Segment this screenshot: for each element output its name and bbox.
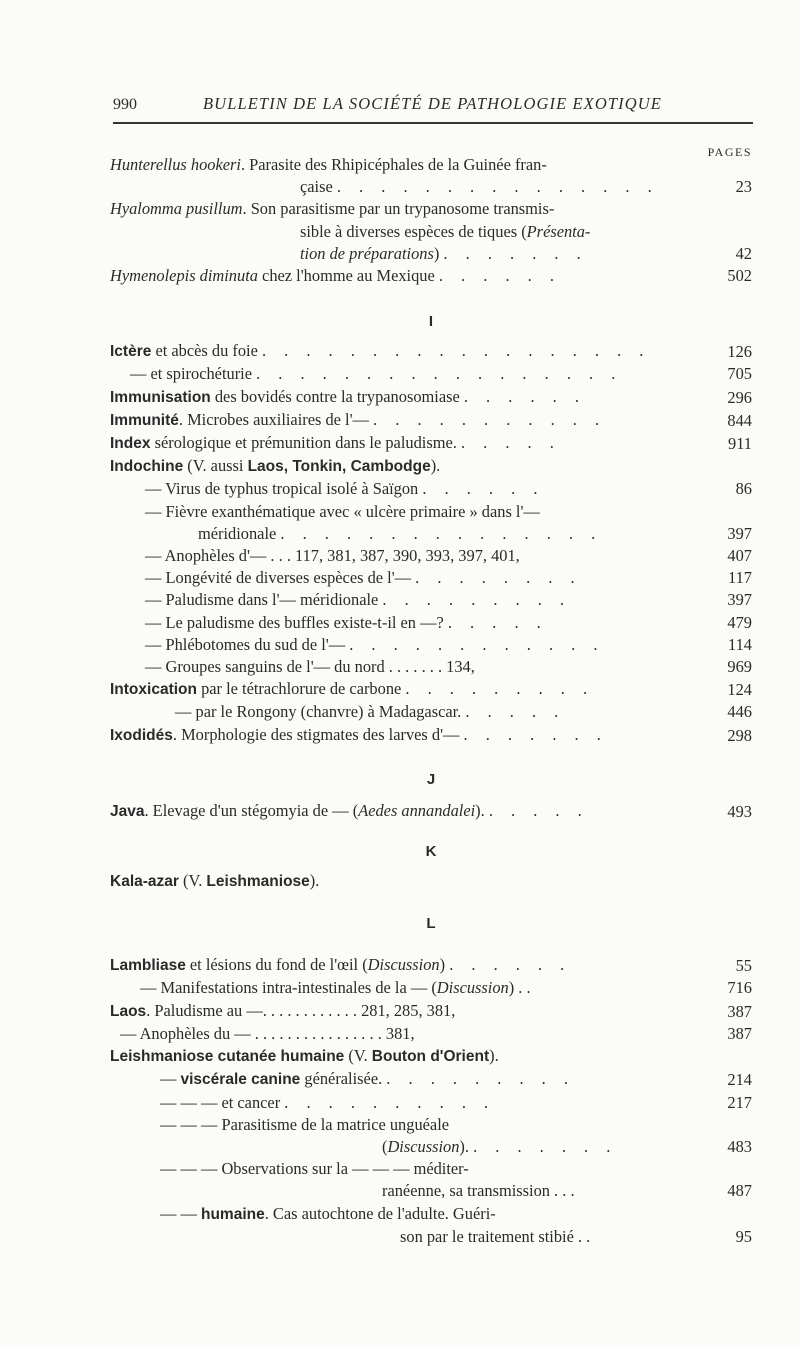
dot-leader: . . . . . . . . . . . . . . .: [336, 177, 659, 197]
entry-keyword: Immunité: [110, 411, 179, 429]
page-reference: 23: [735, 177, 752, 197]
page-reference: 217: [727, 1092, 752, 1112]
dot-leader: . . . . . . . . .: [382, 590, 572, 610]
index-entry: [110, 612, 752, 634]
page-reference: 397: [727, 590, 752, 610]
entry-text: [110, 1092, 752, 1114]
entry-segment: — —: [160, 1203, 201, 1223]
entry-segment: ): [439, 955, 450, 975]
index-entry: [110, 176, 752, 198]
index-entry: [110, 1045, 752, 1068]
entry-segment: Hunterellus hookeri: [110, 155, 241, 174]
entry-text: [110, 1136, 752, 1158]
page-reference: 86: [735, 479, 752, 499]
entry-text: [110, 221, 752, 243]
dot-leader: . . . . . . . . .: [386, 1069, 575, 1089]
entry-text: [110, 724, 752, 747]
entry-segment: — — —: [160, 1159, 222, 1179]
page-reference: 479: [727, 612, 752, 632]
entry-text: [110, 265, 752, 287]
entry-text: [110, 478, 752, 500]
page-reference: 387: [727, 1023, 752, 1043]
entry-text: [110, 870, 752, 893]
entry-segment: Hyalomma pusillum: [110, 199, 243, 219]
dot-leader: . . . . . . . . .: [405, 679, 595, 699]
entry-keyword: humaine: [200, 1205, 265, 1223]
entry-keyword: Java: [110, 802, 145, 820]
entry-segment: Aedes annandalei: [358, 800, 476, 820]
entry-text: [110, 1000, 752, 1023]
entry-segment: Discussion: [387, 1136, 460, 1156]
entry-segment: ).: [430, 456, 441, 476]
page-reference: 483: [727, 1136, 752, 1156]
index-entry: [110, 656, 752, 678]
index-entry: [110, 478, 752, 500]
index-entry: [110, 1114, 752, 1136]
index-entry: [110, 154, 752, 176]
dot-leader: . . . . . . . . . . . . . . .: [280, 523, 603, 543]
index-entry: [110, 386, 752, 409]
entry-segment: —: [145, 612, 166, 632]
entry-keyword: viscérale canine: [180, 1071, 301, 1089]
entry-keyword: Indochine: [110, 458, 184, 476]
page-reference: 126: [727, 342, 752, 362]
entry-text: [110, 1180, 752, 1202]
index-entry: [110, 363, 752, 385]
page-reference: 487: [727, 1181, 752, 1201]
section-letter: L: [426, 915, 436, 933]
dot-leader: . . . . . . . . . . . . . . . . . .: [261, 341, 651, 361]
entry-text: [110, 678, 752, 701]
index-entry: [110, 265, 752, 287]
entry-segment: Discussion: [436, 978, 509, 998]
index-entry: [110, 243, 752, 265]
dot-leader: . . . . .: [447, 612, 548, 632]
entry-text: [110, 545, 752, 567]
page-reference: 298: [727, 725, 752, 745]
entry-text: [110, 501, 752, 523]
entry-text: [110, 612, 752, 634]
entry-segment: . Cas autochtone de l'adulte. Guéri-: [264, 1203, 496, 1223]
entry-segment: (: [382, 1136, 388, 1156]
index-entry: [110, 545, 752, 567]
dot-leader: . . . . . . .: [463, 724, 608, 744]
entry-segment: ).: [309, 871, 320, 891]
entry-text: [110, 386, 752, 409]
entry-keyword: Kala-azar: [110, 873, 179, 891]
entry-text: [110, 363, 752, 385]
running-header: [113, 92, 753, 122]
index-entry: [110, 1136, 752, 1158]
entry-segment: Groupes sanguins de l'— du nord . . . . . . . 134,: [165, 657, 475, 677]
entry-keyword: Ixodidés: [110, 726, 173, 744]
index-entry: [110, 870, 752, 893]
entry-segment: —: [145, 568, 166, 588]
entry-segment: tion de préparations: [300, 243, 434, 263]
running-title: BULLETIN DE LA SOCIÉTÉ DE PATHOLOGIE EXOTIQUE: [203, 94, 662, 113]
page-reference: 502: [727, 266, 752, 286]
dot-leader: . . . . . . . . . . . .: [349, 634, 605, 654]
entry-segment: —: [145, 634, 166, 654]
page-reference: 397: [727, 523, 752, 543]
dot-leader: . . . . . . .: [473, 1136, 618, 1156]
entry-text: [110, 1203, 752, 1226]
entry-keyword: Ictère: [110, 343, 152, 361]
entry-segment: ).: [475, 800, 489, 820]
entry-text: [110, 198, 752, 220]
entry-keyword: Leishmaniose: [206, 873, 310, 891]
dot-leader: . . . . . . . . . . . . . . . . .: [256, 364, 623, 384]
entry-keyword: Leishmaniose cutanée humaine: [110, 1048, 345, 1066]
entry-segment: Anophèles du — . . . . . . . . . . . . . . . . 381,: [139, 1023, 415, 1043]
entry-keyword: Lambliase: [110, 957, 186, 975]
index-entry: [110, 701, 752, 723]
dot-leader: . . . . . .: [438, 266, 561, 286]
pages-column-label: PAGES: [707, 145, 752, 159]
entry-segment: Discussion: [367, 955, 440, 975]
entry-segment: Virus de typhus tropical isolé à Saïgon: [165, 479, 423, 499]
index-entry: [110, 1092, 752, 1114]
entry-segment: —: [145, 546, 165, 566]
entry-keyword: Intoxication: [110, 681, 197, 699]
entry-segment: des bovidés contre la trypanosomiase: [210, 386, 464, 406]
page-reference: 716: [727, 978, 752, 998]
page-reference: 387: [727, 1001, 752, 1021]
index-entry: [110, 409, 752, 432]
section-letter: K: [425, 843, 437, 861]
entry-text: [110, 154, 752, 176]
page-reference: 446: [727, 702, 752, 722]
entry-segment: Anophèles d'— . . . 117, 381, 387, 390, 393, 397, 401,: [164, 546, 520, 566]
index-entry: [110, 1068, 752, 1091]
index-entries: [110, 154, 752, 1248]
dot-leader: . . . . . . .: [443, 243, 588, 263]
dot-leader: . . . . .: [465, 702, 566, 722]
entry-segment: Présenta-: [526, 221, 591, 241]
index-entry: [110, 678, 752, 701]
page-reference: 214: [727, 1070, 752, 1090]
page-reference: 493: [727, 801, 752, 821]
entry-text: [110, 1226, 752, 1248]
entry-text: [110, 634, 752, 656]
dot-leader: . . . . .: [460, 433, 561, 453]
header-rule: [113, 122, 753, 124]
entry-segment: Fièvre exanthématique avec « ulcère primaire » dans l'—: [165, 501, 540, 521]
dot-leader: . . . . . . . . . .: [284, 1092, 496, 1112]
entry-segment: —: [145, 479, 166, 499]
entry-text: [110, 1023, 752, 1045]
entry-segment: généralisée.: [300, 1069, 387, 1089]
entry-text: [110, 656, 752, 678]
entry-segment: ) . .: [508, 978, 531, 998]
index-entry: [110, 1000, 752, 1023]
entry-segment: sible à diverses espèces de tiques (: [300, 221, 527, 241]
entry-text: [110, 954, 752, 977]
entry-segment: — — —: [160, 1114, 222, 1134]
entry-segment: Manifestations intra-intestinales de la — (: [160, 978, 437, 998]
dot-leader: . . . . . .: [449, 955, 572, 975]
page-reference: 844: [727, 410, 752, 430]
entry-keyword: Index: [110, 435, 151, 453]
entry-segment: chez l'homme au Mexique: [257, 266, 439, 286]
index-entry: [110, 1158, 752, 1180]
dot-leader: . . . . . .: [422, 479, 545, 499]
index-entry: [110, 589, 752, 611]
entry-text: [110, 701, 752, 723]
index-entry: [110, 800, 752, 823]
entry-segment: —: [175, 702, 196, 722]
entry-text: [110, 523, 752, 545]
index-entry: [110, 724, 752, 747]
entry-keyword: Laos: [110, 1002, 147, 1020]
entry-segment: —: [140, 978, 161, 998]
entry-text: [110, 567, 752, 589]
page-reference: 705: [727, 364, 752, 384]
entry-text: [110, 1068, 752, 1091]
entry-text: [110, 1114, 752, 1136]
index-entry: [110, 567, 752, 589]
entry-segment: son par le traitement stibié . .: [400, 1226, 591, 1246]
entry-text: [110, 432, 752, 455]
entry-segment: — — —: [160, 1092, 222, 1112]
page-number: 990: [113, 96, 137, 113]
entry-text: [110, 409, 752, 432]
entry-text: [110, 455, 752, 478]
entry-text: [110, 243, 752, 265]
entry-segment: (V.: [344, 1046, 372, 1066]
entry-text: [110, 176, 752, 198]
entry-text: [110, 977, 752, 999]
index-entry: [110, 634, 752, 656]
entry-text: [110, 1158, 752, 1180]
entry-segment: çaise: [300, 177, 337, 197]
entry-segment: et cancer: [221, 1092, 285, 1112]
page-reference: 114: [728, 634, 752, 654]
index-entry: [110, 455, 752, 478]
entry-segment: —: [120, 1023, 140, 1043]
page-reference: 95: [735, 1226, 752, 1246]
index-entry: [110, 1226, 752, 1248]
entry-text: [110, 1045, 752, 1068]
entry-segment: Longévité de diverses espèces de l'—: [165, 568, 416, 588]
index-entry: [110, 432, 752, 455]
entry-segment: —: [145, 590, 166, 610]
entry-segment: Paludisme dans l'— méridionale: [165, 590, 383, 610]
entry-segment: (V.: [178, 871, 207, 891]
index-entry: [110, 977, 752, 999]
section-letter: I: [428, 313, 434, 331]
index-entry: [110, 198, 752, 220]
entry-segment: — et spirochéturie: [130, 364, 257, 384]
dot-leader: . . . . . . . . . . .: [373, 409, 607, 429]
entry-segment: —: [145, 501, 166, 521]
entry-text: [110, 589, 752, 611]
entry-segment: . Son parasitisme par un trypanosome transmis-: [242, 199, 555, 219]
index-entry: [110, 1023, 752, 1045]
index-entry: [110, 1203, 752, 1226]
entry-segment: Hymenolepis diminuta: [110, 266, 258, 286]
dot-leader: . . . . . . . .: [415, 568, 582, 588]
page-reference: 117: [728, 568, 752, 588]
entry-segment: —: [160, 1069, 181, 1089]
entry-segment: ).: [459, 1136, 474, 1156]
page-reference: 42: [735, 243, 752, 263]
index-entry: [110, 1180, 752, 1202]
entry-segment: Observations sur la — — — méditer-: [221, 1159, 469, 1179]
entry-segment: par le Rongony (chanvre) à Madagascar.: [195, 702, 466, 722]
index-entry: [110, 501, 752, 523]
index-entry: [110, 523, 752, 545]
page-reference: 124: [727, 680, 752, 700]
entry-segment: . Elevage d'un stégomyia de — (: [144, 800, 359, 820]
entry-segment: (V. aussi: [183, 456, 248, 476]
entry-segment: par le tétrachlorure de carbone: [196, 679, 406, 699]
page-reference: 296: [727, 387, 752, 407]
entry-segment: et lésions du fond de l'œil (: [185, 955, 368, 975]
page-reference: 407: [727, 546, 752, 566]
entry-segment: Le paludisme des buffles existe-t-il en —?: [165, 612, 448, 632]
entry-segment: . Microbes auxiliaires de l'—: [178, 409, 374, 429]
entry-segment: ).: [489, 1046, 499, 1066]
dot-leader: . . . . .: [488, 800, 589, 820]
page-reference: 911: [728, 434, 752, 454]
entry-segment: et abcès du foie: [151, 341, 262, 361]
section-letter: J: [426, 770, 436, 788]
entry-keyword: Immunisation: [110, 388, 211, 406]
index-entry: [110, 954, 752, 977]
entry-segment: sérologique et prémunition dans le paludisme.: [150, 433, 461, 453]
entry-keyword: Bouton d'Orient: [371, 1048, 490, 1066]
entry-segment: ): [433, 243, 444, 263]
index-entry: [110, 340, 752, 363]
entry-segment: méridionale: [198, 523, 281, 543]
entry-text: [110, 340, 752, 363]
entry-segment: . Morphologie des stigmates des larves d'—: [172, 724, 464, 744]
entry-segment: . Paludisme au —. . . . . . . . . . . . 281, 285, 381,: [146, 1000, 456, 1020]
entry-segment: . Parasite des Rhipicéphales de la Guinée fran-: [240, 155, 547, 174]
page-reference: 969: [727, 657, 752, 677]
page-reference: 55: [735, 956, 752, 976]
entry-segment: —: [145, 657, 166, 677]
dot-leader: . . . . . .: [463, 386, 586, 406]
entry-segment: Parasitisme de la matrice unguéale: [221, 1114, 450, 1134]
index-entry: [110, 221, 752, 243]
entry-segment: Phlébotomes du sud de l'—: [165, 634, 350, 654]
entry-keyword: Laos, Tonkin, Cambodge: [247, 458, 431, 476]
entry-text: [110, 800, 752, 823]
entry-segment: ranéenne, sa transmission . . .: [382, 1181, 575, 1201]
